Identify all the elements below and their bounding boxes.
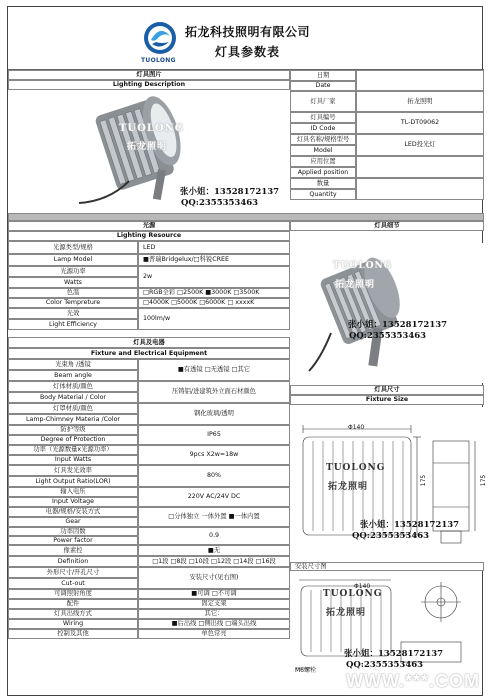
fx-value: 压铸铝/进建筑外立面石材颜色 [138,381,290,403]
detail-overlay-cn: 拓龙照明 [335,280,376,290]
fx-label-en: Beam angle [8,370,138,381]
meta-label-cn: 灯具厂家 [290,91,356,112]
sheet-title: 灯具参数表 [215,45,281,59]
fx-label-cn: 光束角 /透镜 [8,359,138,370]
meta-label-en: Model [290,145,356,156]
fx-label-en: Gear [8,517,138,527]
fx-label-en: Power factor [8,536,138,545]
fx-label-en: Cut-out [8,578,138,589]
fx-label-en: Input Watts [8,455,138,465]
dim-bottom-width: Φ140 [354,583,371,590]
fx-label: 控制及其他 [8,629,138,639]
parameter-sheet [7,6,488,696]
fx-value-2: ■后出线 □侧出线 □端头出线 [138,619,290,629]
fx-value: 单色常亮 [138,629,290,639]
light-source-header-cn: 光源 [8,221,290,231]
fx-value: 钢化玻璃/透明 [138,403,290,425]
ls-label: 色温 [8,288,138,298]
company-name: 拓龙科技照明有限公司 [185,25,311,39]
ls-value: □RGB全彩 □2500K ■3000K □3500K [138,288,290,298]
fixture-header-en: Fixture and Electrical Equipment [8,348,290,359]
photo-overlay-brand: TUOLONG [119,123,185,134]
photo-header-en: Lighting Description [8,80,290,90]
ls-label-cn: 光效 [8,308,138,319]
detail-header: 灯具细节 [290,221,484,231]
fx-label-en: Input Voltage [8,497,138,507]
fx-label-cn: 输入电压 [8,487,138,497]
detail-photo [291,243,483,383]
fx-label-cn: 外形尺寸/开孔尺寸 [8,567,138,578]
watermark: WWW.***.COM [346,671,480,691]
fx-value: 220V AC/24V DC [138,487,290,507]
meta-label-cn: 数量 [290,178,356,189]
fx-value: ■无 [138,545,290,556]
ls-label: Color Tempreture [8,298,138,308]
drawing-brand: TUOLONG [326,463,386,473]
light-source-header-en: Lighting Resource [8,231,290,241]
ls-label-en: Light Efficiency [8,319,138,330]
ls-value: 2w [138,266,290,288]
meta-label-en: Date [290,81,356,92]
fx-value: 固定支架 [138,599,290,609]
meta-value: 拓龙照明 [356,91,484,112]
ls-value: 100lm/w [138,308,290,330]
detail-contact-phone: 张小姐：13528172137 [348,320,448,330]
photo-header-cn: 灯具图片 [8,70,290,80]
meta-label-cn: 灯具名称/规格型号 [290,134,356,145]
fx-label-en: Lamp-Chimney Materia /Color [8,414,138,425]
fx-value: 安装尺寸(见右图) [138,567,290,589]
fx-label-cn: 灯具发光效率 [8,465,138,476]
meta-label-en: ID Code [290,123,356,134]
fx-label-cn: 像素控 [8,545,138,556]
fx-label-cn: 功率（光源数量x光源功率） [8,445,138,455]
fx-value: 9pcs X2w=18w [138,445,290,465]
fx-label: 可调照射角度 [8,589,138,599]
detail-contact-qq: QQ:2355353463 [349,331,427,341]
ls-label-cn: 光源功率 [8,266,138,277]
fx-label-cn: 功率因数 [8,527,138,536]
ls-label-en: Watts [8,277,138,288]
drawing-brand-cn: 拓龙照明 [328,482,369,492]
fx-label-en: Light Output Ratio(LOR) [8,476,138,487]
logo-text: TUOLONG [141,57,176,64]
fx-label-en: Wiring [8,619,138,629]
ls-label: Lamp Model [8,254,138,266]
meta-value [356,178,484,200]
install-size-note: 安装尺寸图 [290,562,484,571]
meta-label-cn: 日期 [290,70,356,81]
fx-label-en: Body Material / Color [8,392,138,403]
fx-label-cn: 灯罩材质/颜色 [8,403,138,414]
fx-value: □分体独立 一体外置 ■一体内置 [138,507,290,527]
ls-label: 光源类型/规格 [8,241,138,254]
bolt-label: M6螺栓 [295,667,316,674]
fixture-header-cn: 灯具及电器 [8,337,290,348]
section-separator [8,213,484,221]
contact-qq: QQ:2355353463 [181,198,259,208]
meta-label-cn: 灯具编号 [290,112,356,123]
photo-overlay-cn: 拓龙照明 [127,142,168,152]
size-header-cn: 灯具尺寸 [290,385,484,395]
meta-value: TL-DT09062 [356,112,484,134]
drawing2-contact-qq: QQ:2355353463 [346,660,424,670]
drawing-contact-qq: QQ:2355353463 [352,531,430,541]
fx-value: IP65 [138,425,290,445]
fx-label-cn: 防护等级 [8,425,138,435]
drawing-contact-phone: 张小姐：13528172137 [360,520,460,530]
meta-label-en: Applied position [290,167,356,178]
meta-value [356,156,484,178]
fx-label-cn: 电器/规格/安装方式 [8,507,138,517]
size-header-en: Fixture Size [290,395,484,405]
dim-top-width: Φ140 [348,424,365,431]
drawing2-contact-phone: 张小姐：13528172137 [344,649,444,659]
drawing2-brand: TUOLONG [323,589,383,599]
ls-value: □4000K □5000K □6000K □ xxxxK [138,298,290,308]
ls-value: ■普瑞Bridgelux/□科锐CREE [138,254,290,266]
dim-height-2: 175 [480,474,488,487]
meta-label-en: Quantity [290,189,356,200]
meta-label-cn: 应用位置 [290,156,356,167]
fx-label-cn: 灯具出线方式 [8,609,138,619]
company-logo-icon [142,20,178,56]
fx-label: 配件 [8,599,138,609]
contact-phone: 张小姐：13528172137 [180,187,280,197]
drawing2-brand-cn: 拓龙照明 [326,608,367,618]
meta-value [356,70,484,91]
ls-value: LED [138,241,290,254]
fx-value: ■有透镜 □无透镜 □其它 [138,359,290,381]
meta-value: LED投光灯 [356,134,484,156]
fx-value: 其它： [138,609,290,619]
fx-value: 80% [138,465,290,487]
fx-value-2: □1段 □8段 □10段 □12段 □14段 □16段 [138,556,290,567]
fx-label-en: Definition [8,556,138,567]
dim-height-1: 175 [420,474,428,487]
fx-label-cn: 灯体材质/颜色 [8,381,138,392]
fx-label-en: Degree of Protection [8,435,138,445]
fx-value: 0.9 [138,527,290,545]
detail-overlay-brand: TUOLONG [333,261,393,271]
fx-value: ■可调 □不可调 [138,589,290,599]
dimension-drawing-top [291,407,483,569]
